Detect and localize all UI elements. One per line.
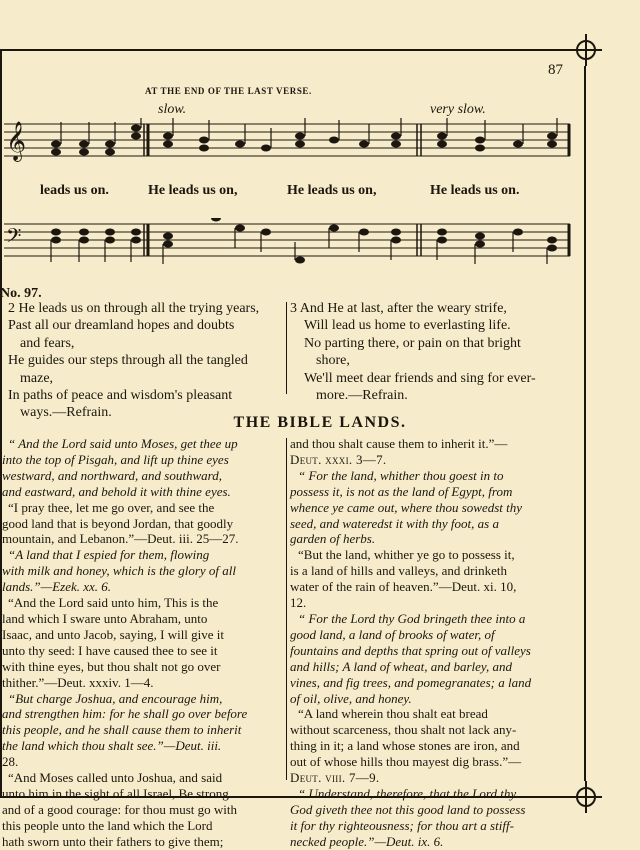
verse-line: He guides our steps through all the tangled xyxy=(8,353,248,369)
prose-line: hath sworn unto their fathers to give them; xyxy=(2,833,224,849)
bass-notes xyxy=(51,218,557,264)
lyric-1: leads us on. xyxy=(40,183,109,198)
prose-line: “ For the land, whither thou goest in to xyxy=(298,467,504,483)
verse-line: No parting there, or pain on that bright xyxy=(304,335,521,351)
prose-line: water of the rain of heaven.”—Deut. xi. 10, xyxy=(290,579,517,595)
prose-line: “ Understand, therefore, that the Lord thy xyxy=(298,785,517,801)
top-border-rule xyxy=(0,49,578,51)
prose-line: this people unto the land which the Lord xyxy=(2,817,213,833)
prose-line: necked people.”—Deut. ix. 6. xyxy=(290,833,444,849)
verse-line: 2 He leads us on through all the trying years, xyxy=(8,301,260,316)
tempo-marking-slow: slow. xyxy=(158,102,187,117)
prose-line: the land which thou shalt see.”—Deut. iii. xyxy=(2,738,222,754)
prose-line: fountains and depths that spring out of valleys xyxy=(290,642,531,658)
prose-line: and hills; A land of wheat, and barley, and xyxy=(290,658,512,674)
prose-line: westward, and northward, and southward, xyxy=(2,467,222,483)
prose-line: vines, and fig trees, and pomegranates; a land xyxy=(290,674,532,690)
prose-line: thither.”—Deut. xxxiv. 1—4. xyxy=(2,674,154,690)
hymn-number: No. 97. xyxy=(0,286,42,301)
prose-column-divider xyxy=(286,438,287,780)
prose-line: good land, a land of brooks of water, of xyxy=(290,626,495,642)
prose-line: “And the Lord said unto him, This is the xyxy=(8,595,219,611)
music-heading: AT THE END OF THE LAST VERSE. xyxy=(145,86,312,96)
prose-line: unto him in the sight of all Israel, Be strong xyxy=(2,785,229,801)
hymn-verse-2 xyxy=(8,300,284,422)
treble-clef-icon: 𝄞 xyxy=(6,123,27,160)
verse-line: more.—Refrain. xyxy=(316,388,408,404)
prose-line: “ And the Lord said unto Moses, get thee up xyxy=(8,436,238,451)
prose-line: this people, and he shall cause them to inherit xyxy=(2,722,242,738)
prose-line: and of a good courage: for thou must go with xyxy=(2,801,238,817)
prose-line: it for thy righteousness; for thou art a stiff- xyxy=(290,817,514,833)
verse-line: Will lead us home to everlasting life. xyxy=(304,318,511,334)
prose-line: whence ye came out, where thou sowedst thy xyxy=(290,499,523,515)
prose-line: seed, and wateredst it with thy foot, as a xyxy=(290,515,499,531)
prose-line: “But charge Joshua, and encourage him, xyxy=(8,690,223,706)
verse-line: We'll meet dear friends and sing for ever- xyxy=(304,370,536,386)
lyric-4: He leads us on. xyxy=(430,183,520,198)
prose-line: without scarceness, thou shalt not lack any- xyxy=(290,722,517,738)
tempo-marking-very-slow: very slow. xyxy=(430,102,486,117)
lyric-2: He leads us on, xyxy=(148,183,238,198)
prose-line: with milk and honey, which is the glory of all xyxy=(2,563,236,579)
prose-line: thing in it; a land whose stones are iron, and xyxy=(290,738,520,754)
prose-line: 28. xyxy=(2,754,19,770)
prose-line: “A land wherein thou shalt eat bread xyxy=(298,706,488,722)
verse-line: ways.—Refrain. xyxy=(20,405,112,421)
prose-line: Isaac, and unto Jacob, saying, I will give it xyxy=(2,626,225,642)
prose-line: 12. xyxy=(290,595,307,611)
verse-line: shore, xyxy=(316,353,350,369)
bass-clef-icon: 𝄢 xyxy=(6,226,22,252)
prose-line: “A land that I espied for them, flowing xyxy=(8,547,210,563)
prose-line: garden of herbs. xyxy=(290,531,376,547)
prose-line: lands.”—Ezek. xx. 6. xyxy=(2,579,112,595)
hymn-column-divider xyxy=(286,302,287,394)
prose-line: “But the land, whither ye go to possess it, xyxy=(298,547,515,563)
bass-staff xyxy=(4,218,572,266)
prose-line: with thine eyes, but thou shalt not go over xyxy=(2,658,221,674)
right-prose-column xyxy=(290,436,580,850)
verse-line: 3 And He at last, after the weary strife, xyxy=(290,301,507,316)
prose-line: good land that is beyond Jordan, that goodly xyxy=(2,515,234,531)
verse-line: In paths of peace and wisdom's pleasant xyxy=(8,388,233,404)
prose-line: and eastward, and behold it with thine eyes. xyxy=(2,483,231,499)
hymn-verse-3 xyxy=(290,300,580,404)
prose-line: into the top of Pisgah, and lift up thine eyes xyxy=(2,451,229,467)
prose-line: land which I sware unto Abraham, unto xyxy=(2,610,208,626)
treble-staff xyxy=(4,118,572,166)
prose-line: “I pray thee, let me go over, and see the xyxy=(8,499,215,515)
prose-line: of oil, olive, and honey. xyxy=(290,690,412,706)
prose-line: “And Moses called unto Joshua, and said xyxy=(8,770,223,786)
lyric-3: He leads us on, xyxy=(287,183,377,198)
prose-line: Deut. viii. 7—9. xyxy=(290,770,380,786)
verse-line: and fears, xyxy=(20,335,75,351)
prose-line: Deut. xxxi. 3—7. xyxy=(290,451,387,467)
prose-line: God giveth thee not this good land to possess xyxy=(290,801,526,817)
verse-line: maze, xyxy=(20,370,54,386)
verse-line: Past all our dreamland hopes and doubts xyxy=(8,318,235,334)
prose-line: is a land of hills and valleys, and drinketh xyxy=(290,563,507,579)
prose-line: unto thy seed: I have caused thee to see it xyxy=(2,642,218,658)
top-corner-crosshair-icon xyxy=(569,33,603,67)
page-number: 87 xyxy=(548,62,563,78)
section-title: THE BIBLE LANDS. xyxy=(233,414,407,431)
prose-line: mountain, and Lebanon.”—Deut. iii. 25—27. xyxy=(2,531,239,547)
prose-line: and thou shalt cause them to inherit it.”— xyxy=(290,436,508,451)
prose-line: out of whose hills thou mayest dig brass.”— xyxy=(290,754,522,770)
prose-line: “ For the Lord thy God bringeth thee into a xyxy=(298,610,526,626)
prose-line: possess it, is not as the land of Egypt, from xyxy=(290,483,513,499)
prose-line: and strengthen him: for he shall go over before xyxy=(2,706,248,722)
left-prose-column xyxy=(2,436,282,850)
